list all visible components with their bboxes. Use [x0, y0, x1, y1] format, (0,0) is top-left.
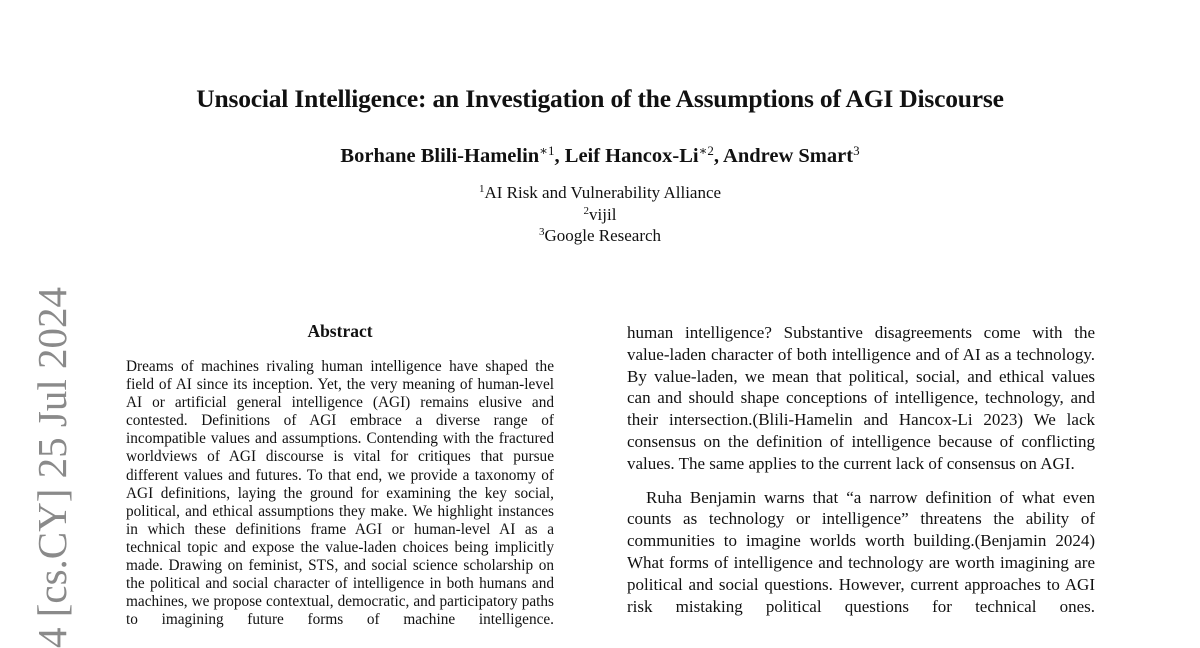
- body-right-column: [627, 322, 1095, 648]
- author-separator: ,: [554, 145, 565, 167]
- affiliation: [0, 182, 1200, 204]
- author-mark: ∗2: [698, 143, 714, 158]
- affiliation-mark: 1: [478, 183, 485, 195]
- author-separator: ,: [713, 145, 724, 167]
- abstract-column: [126, 358, 554, 648]
- author-name: Leif Hancox-Li: [564, 145, 699, 167]
- paper-title: Unsocial Intelligence: an Investigation of the Assumptions of AGI Discourse: [196, 84, 1004, 113]
- body-paragraph: human intelligence? Substantive disagreements come with the value-laden character of both intelligence and of AI as a technology. By value-laden, we mean that political, social, and ethical values can and should shape conceptions of intelligence, technology, and their intersection.(Blili-Hamelin and Hancox-Li 2023) We lack consensus on the definition of intelligence because of conflicting values. The same applies to the current lack of consensus on AGI.: [627, 323, 1095, 473]
- affiliation: [0, 225, 1200, 247]
- author-list: [0, 145, 1200, 168]
- affiliation-mark: 2: [583, 204, 590, 217]
- body-paragraph: Ruha Benjamin warns that “a narrow definition of what even counts as technology or intelligence” threatens the ability of communities to imagine worlds worth building.(Benjamin 2024) What forms of intelligence and technology are worth imagining are political and social questions. However, current approaches to AGI risk mistaking political questions for technical ones.: [627, 487, 1095, 616]
- affiliation-name: AI Risk and Vulnerability Alliance: [484, 183, 722, 202]
- affiliation-name: vijil: [589, 204, 617, 224]
- arxiv-identifier-stamp: 4 [cs.CY] 25 Jul 2024: [29, 286, 75, 648]
- author-name: Andrew Smart: [723, 145, 854, 167]
- author-mark: 3: [853, 143, 860, 158]
- author-name: Borhane Blili-Hamelin: [340, 145, 540, 167]
- author-mark: ∗1: [539, 143, 555, 158]
- affiliation: [0, 204, 1200, 226]
- affiliation-name: Google Research: [544, 226, 662, 245]
- affiliation-mark: 3: [538, 226, 545, 238]
- abstract-text: Dreams of machines rivaling human intelligence have shaped the field of AI since its inception. Yet, the very meaning of human-level AI or artificial general intelligence (AGI) remains elusive and contested. Definitions of AGI embrace a diverse range of incompatible values and assumptions. Contending with the fractured worldviews of AGI discourse is vital for critiques that pursue different values and futures. To that end, we provide a taxonomy of AGI definitions, laying the ground for examining the key social, political, and ethical assumptions they make. We highlight instances in which these definitions frame AGI or human-level AI as a technical topic and expose the value-laden choices being implicitly made. Drawing on feminist, STS, and social science scholarship on the political and social character of intelligence in both humans and machines, we propose contextual, democratic, and participatory paths to imagining future forms of machine intelligence.: [126, 358, 554, 629]
- affiliation-list: [0, 182, 1200, 247]
- abstract-heading: Abstract: [307, 321, 373, 341]
